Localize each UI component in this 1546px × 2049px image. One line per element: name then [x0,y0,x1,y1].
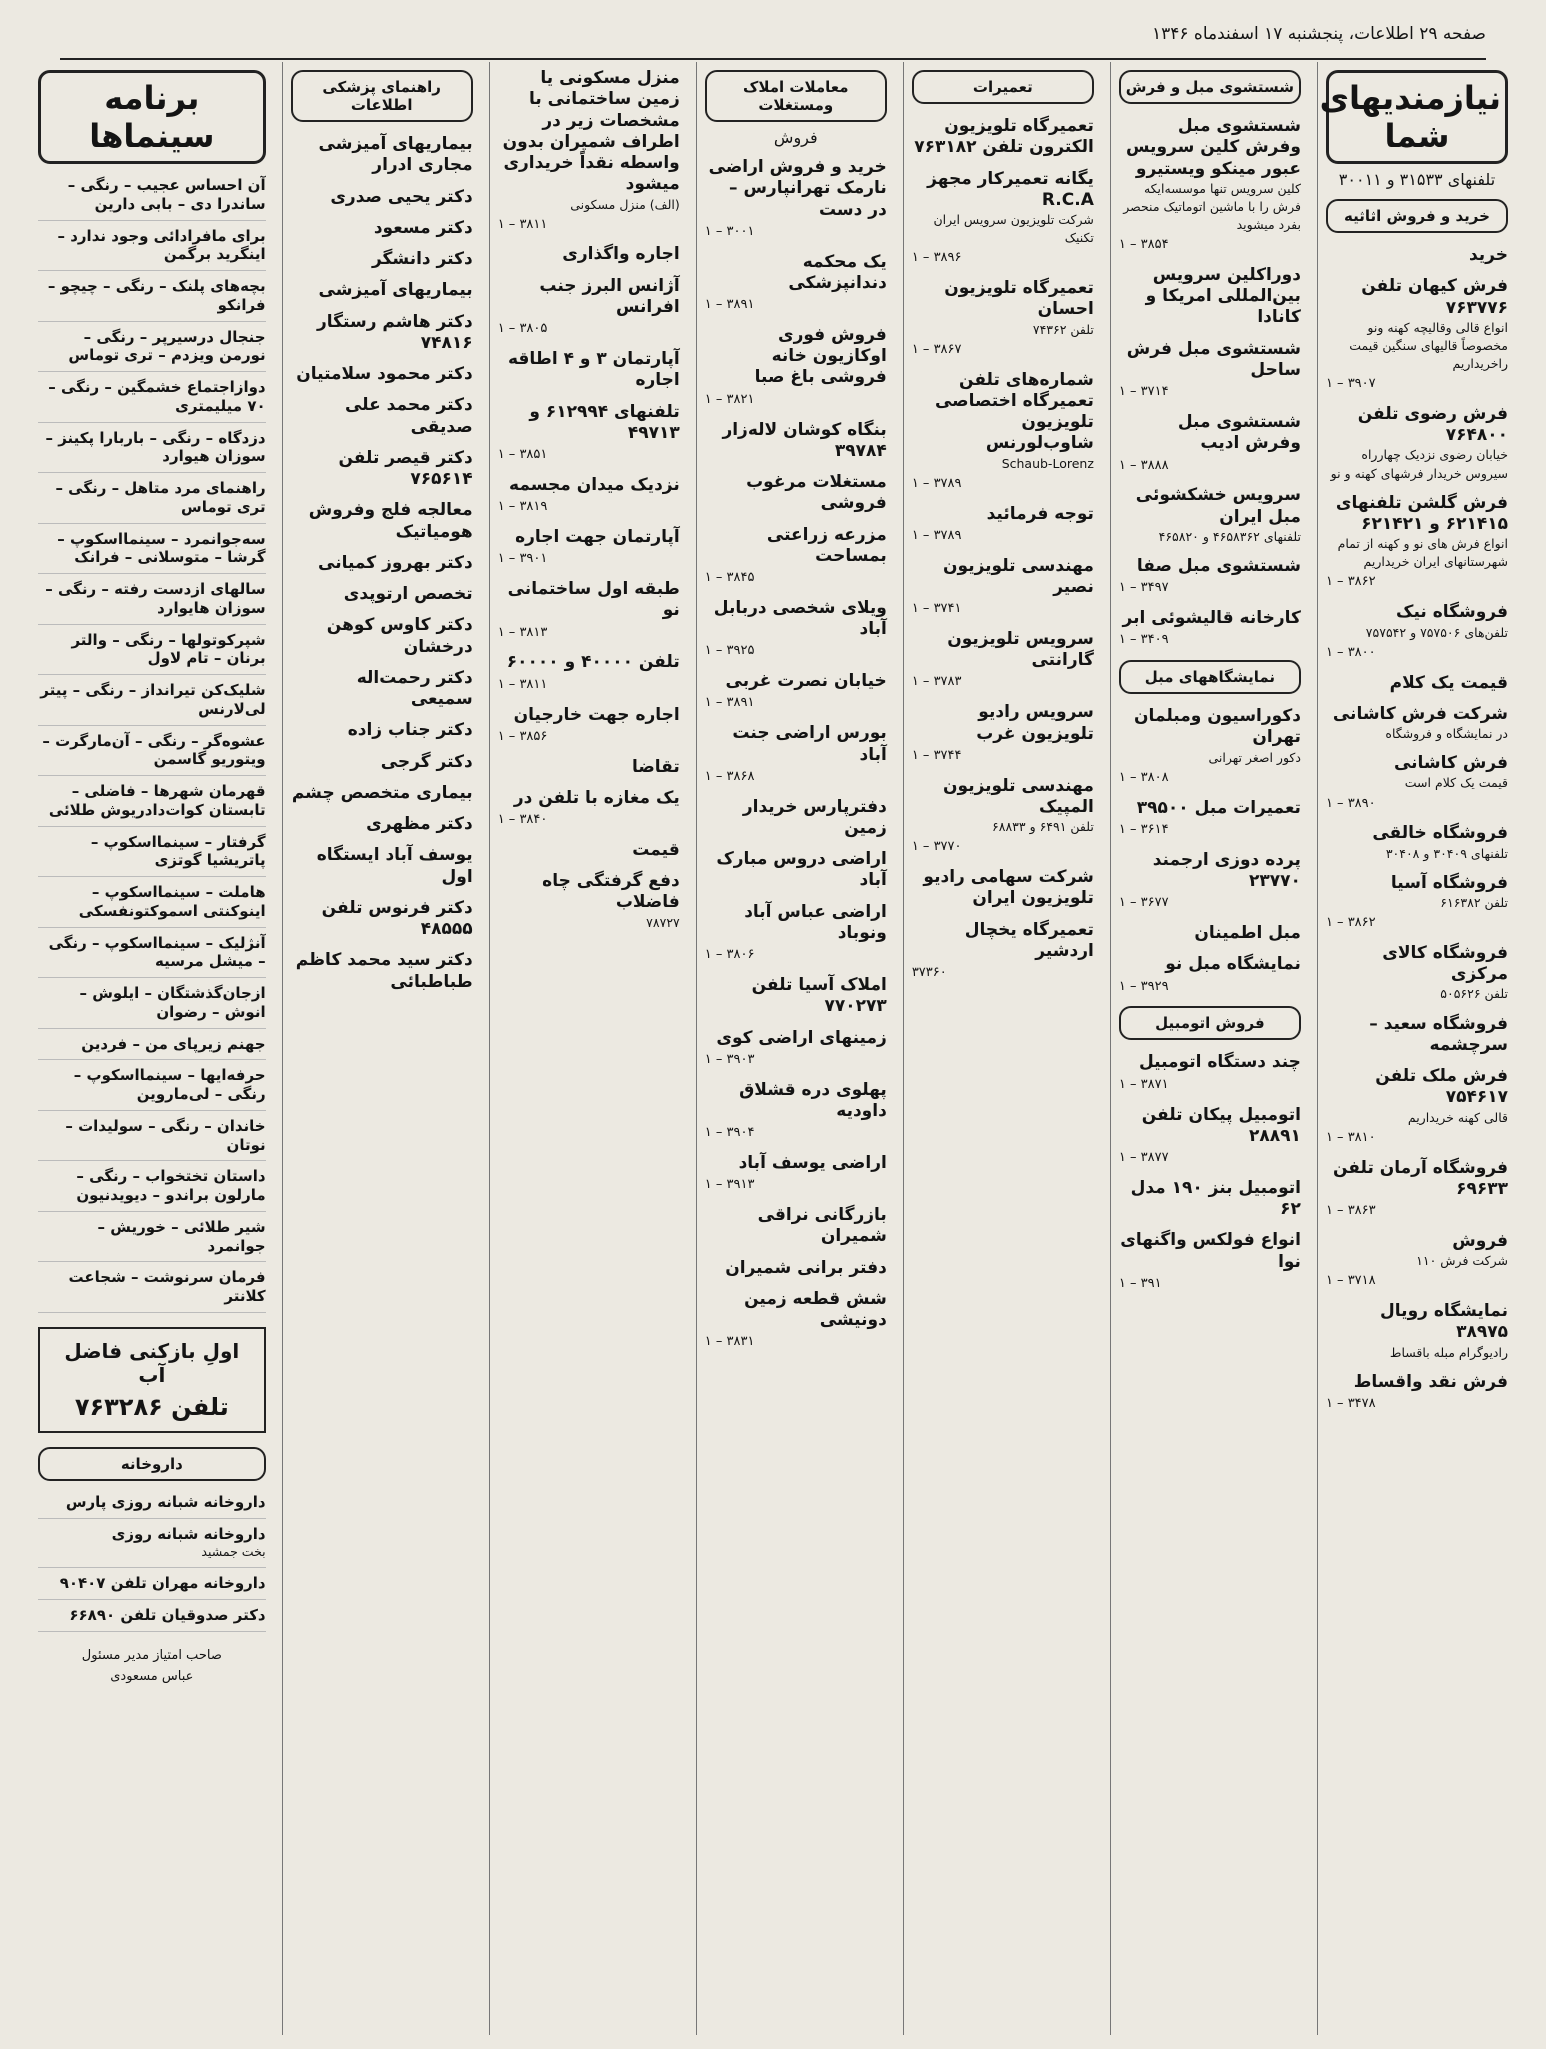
ad-item: یگانه تعمیرکار مجهز R.C.A شرکت تلویزیون سرویس ایران تکنیک ۳۸۹۶ – ۱ [911,168,1094,266]
ad-item: قیمت یک کلام [1389,672,1508,693]
column-medical [282,62,481,2035]
sewer-service-ad: اولِ بازکنی فاضل آب تلفن ۷۶۳۲۸۶ [38,1327,266,1433]
pharmacy-listing: دکتر صدوقیان تلفن ۶۶۸۹۰ [38,1606,266,1632]
ad-item: فروشگاه نیک تلفن‌های ۷۵۷۵۰۶ و ۷۵۷۵۴۲ ۳۸۰۰ – ۱ [1325,602,1508,660]
movie-listing: گرفتار – سینمااسکوپ – پاتریشیا گوتزی [38,833,266,878]
ad-item: آپارتمان ۳ و ۴ اطاقه اجاره [507,349,680,391]
ad-item: شماره‌های تلفن تعمیرگاه اختصاصی تلویزیون شاوب‌لورنس Schaub-Lorenz ۳۷۸۹ – ۱ [911,369,1094,491]
ad-item: فروشگاه سعید – سرچشمه [1369,1013,1508,1055]
ad-item: دکتر مظهری [366,814,473,834]
movie-listing: بچه‌های پلنک – رنگی – چیچو – فرانکو [38,277,266,322]
movie-listing: هاملت – سینمااسکوپ – اینوکنتی اسموکتونفسکی [38,883,266,928]
movie-listing: شیر طلائی – خوریش – جوانمرد [38,1218,266,1263]
ad-item: دکتر گرجی [380,751,473,772]
car-sale-heading: فروش اتومبیل [1119,1006,1301,1040]
ad-item: دفع گرفتگی چاه فاضلاب ۷۸۷۲۷ [542,871,680,930]
movie-listing: جنجال درسیرپر – رنگی – نورمن ویزدم – تری توماس [38,328,266,373]
ad-item: توجه فرمائید ۳۷۸۹ – ۱ [911,503,1094,543]
cinema-program-heading: برنامه سینماها [38,70,266,164]
sale-subheading: فروش [773,128,818,147]
ad-item: اتومبیل پیکان تلفن ۲۸۸۹۱ ۳۸۷۷ – ۱ [1118,1104,1301,1166]
movie-listing: شلیک‌کن تیرانداز – رنگی – پیتر لی‌لارنس [38,681,266,726]
ad-item: شستشوی مبل وفرش ادیب ۳۸۸۸ – ۱ [1118,412,1301,473]
movie-listing: حرفه‌ایها – سینمااسکوپ – رنگی – لی‌ماروین [38,1066,266,1111]
ad-item: شستشوی مبل صفا ۳۴۹۷ – ۱ [1118,556,1301,596]
ad-item: اتومبیل بنز ۱۹۰ مدل ۶۲ [1130,1177,1301,1220]
page-header [60,10,1486,60]
movie-listing: آن احساس عجیب – رنگی – ساندرا دی – بابی دارین [38,176,266,221]
ad-item: املاک آسیا تلفن ۷۷۰۲۷۳ [751,975,887,1017]
movie-listing: برای مافرادائی وجود ندارد – اینگرید برگمن [38,227,266,272]
ad-item: مهندسی تلویزیون المپیک تلفن ۶۴۹۱ و ۶۸۸۳۳ ۳۷۷۰ – ۱ [911,775,1094,855]
movie-listing: داستان تختخواب – رنگی – مارلون براندو – دیویدنیون [38,1167,266,1212]
ad-item: یک محکمه دندانپزشکی ۳۸۹۱ – ۱ [704,251,887,313]
ad-item: بنگاه کوشان لاله‌زار ۳۹۷۸۴ [722,419,887,461]
ad-item: فروش شرکت فرش ۱۱۰ ۳۷۱۸ – ۱ [1325,1230,1508,1289]
ad-item: چند دستگاه اتومبیل ۳۸۷۱ – ۱ [1118,1052,1301,1092]
column-repairs [903,62,1102,2035]
ad-item: سرویس رادیو تلویزیون غرب ۳۷۴۴ – ۱ [911,702,1094,763]
movie-listing: قهرمان شهرها – فاضلی – تابستان کوات‌دادریوش طلائی [38,782,266,827]
ad-item: شستشوی مبل فرش ساحل ۳۷۱۴ – ۱ [1118,338,1301,400]
ad-item: نمایشگاه مبل نو ۳۹۲۹ – ۱ [1118,954,1301,994]
ad-item: دکتر کاوس کوهن درخشان [326,615,473,657]
pharmacy-listing: داروخانه شبانه روزی پارس [38,1493,266,1519]
movie-listing: دزدگاه – رنگی – باربارا پکینز – سوزان هیوارد [38,429,266,474]
ad-item: دکتر سید محمد کاظم طباطبائی [295,950,473,992]
ad-item: تعمیرگاه تلویزیون احسان تلفن ۷۴۳۶۲ ۳۸۶۷ – ۱ [911,278,1094,357]
ad-item: دکتر هاشم رستگار ۷۴۸۱۶ [317,311,473,353]
medical-guide-heading: راهنمای پزشکی اطلاعات [291,70,473,122]
ad-item: مبل اطمینان [1194,923,1301,944]
column-needs [1317,62,1516,2035]
ad-item: مستغلات مرغوب فروشی [746,472,887,514]
repairs-heading: تعمیرات [912,70,1094,104]
ad-item: دفتر برانی شمیران [725,1257,887,1278]
ad-item: شستشوی مبل وفرش کلین سرویس عبور مینکو ویستیرو کلین سرویس تنها موسسه‌ایکه فرش را با ماشین اتوماتیک منحصر بفرد میشوید ۳۸۵۴ – ۱ [1118,116,1301,253]
ad-item: شرکت فرش کاشانی در نمایشگاه و فروشگاه [1332,703,1508,742]
needs-phones: تلفنهای ۳۱۵۳۳ و ۳۰۰۱۱ [1338,170,1496,189]
ad-item: دکتر بهروز کمیانی [318,552,473,573]
ad-item: یوسف آباد ایستگاه اول [316,845,473,887]
ad-item: انواع فولکس واگنهای نوا ۳۹۱ – ۱ [1118,1230,1301,1291]
cleaning-heading: شستشوی مبل و فرش [1119,70,1301,104]
ad-item: دکتر فرنوس تلفن ۴۸۵۵۵ [321,897,473,939]
ad-item: دکوراسیون ومبلمان تهران دکور اصغر تهرانی ۳۸۰۸ – ۱ [1118,706,1301,785]
movie-listing: فرمان سرنوشت – شجاعت کلانتر [38,1268,266,1313]
column-cinema [30,62,274,2035]
furniture-trade-heading: خرید و فروش اثاثیه [1326,199,1508,233]
ad-item: بیماری متخصص چشم [291,782,473,803]
ad-item: فرش کیهان تلفن ۷۶۳۷۷۶ انواع قالی وقالیچه کهنه ونو مخصوصاً قالیهای سنگین قیمت راخریداریم ۳۹۰۷ – ۱ [1325,276,1508,392]
column-cleaning-cars [1110,62,1309,2035]
movie-listing: راهنمای مرد متاهل – رنگی – تری توماس [38,479,266,524]
ad-item: آژانس البرز جنب افرانس ۳۸۰۵ – ۱ [497,275,680,337]
ad-item: فرش رضوی تلفن ۷۶۴۸۰۰ خیابان رضوی نزدیک چهارراه سیروس خریدار فرشهای کهنه و نو [1330,403,1508,481]
ad-item: دکتر قیصر تلفن ۷۶۵۶۱۴ [338,447,473,489]
ad-item: کارخانه قالیشوئی ابر ۳۴۰۹ – ۱ [1118,608,1301,648]
ad-item: نزدیک میدان مجسمه ۳۸۱۹ – ۱ [497,474,680,515]
column-real-estate [696,62,895,2035]
ad-item: فرش گلشن تلفنهای ۶۲۱۴۱۵ و ۶۲۱۴۲۱ انواع فرش های نو و کهنه از تمام شهرستانهای ایران خریداریم ۳۸۶۲ – ۱ [1325,492,1508,590]
ad-item: تقاضا [631,756,680,777]
ad-item: تعمیرگاه تلویزیون الکترون تلفن ۷۶۳۱۸۲ [914,116,1094,158]
ad-item: پهلوی دره قشلاق داودیه ۳۹۰۴ – ۱ [704,1079,887,1141]
ad-item: آپارتمان جهت اجاره ۳۹۰۱ – ۱ [497,527,680,567]
ad-item: دکتر جناب زاده [347,720,473,741]
ad-item: سرویس تلویزیون گارانتی ۳۷۸۳ – ۱ [911,628,1094,690]
ad-item: دفترپارس خریدار زمین [742,796,887,838]
ad-item: پرده دوزی ارجمند ۲۳۷۷۰ ۳۶۷۷ – ۱ [1118,849,1301,911]
ad-item: بازرگانی نراقی شمیران [757,1205,887,1247]
ad-item: ویلای شخصی دربابل آباد ۳۹۲۵ – ۱ [704,597,887,659]
pharmacy-listing: داروخانه شبانه روزی بخت جمشید [38,1525,266,1569]
ad-item: اجاره واگذاری [562,244,680,265]
columns [30,62,1516,2035]
ad-item: بورس اراضی جنت آباد ۳۸۶۸ – ۱ [704,723,887,784]
movie-listing: خاندان – رنگی – سولیدات – نوتان [38,1117,266,1162]
movie-listing: جهنم زیرپای من – فردین [38,1035,266,1061]
ad-item: طبقه اول ساختمانی نو ۳۸۱۳ – ۱ [497,579,680,640]
ad-item: خیابان نصرت غربی ۳۸۹۱ – ۱ [704,671,887,711]
real-estate-heading: معاملات املاک ومستغلات [705,70,887,122]
ad-item: دوراکلین سرویس بین‌المللی امریکا و کانادا [1145,264,1301,328]
movie-listing: سالهای ازدست رفته – رنگی – سوزان هایوارد [38,580,266,625]
needs-title: نیازمندیهای شما [1326,70,1508,164]
ad-item: یک مغازه با تلفن در ۳۸۴۰ – ۱ [497,787,680,828]
ad-item: دکتر یحیی صدری [330,186,473,207]
movie-listing: شپرکوتولها – رنگی – والتر برنان – تام لاول [38,631,266,676]
ad-item: بیماریهای آمیزشی مجاری ادرار [318,134,473,176]
ad-item: اراضی دروس مبارک آباد [716,849,887,891]
ad-item: دکتر محمود سلامتیان [296,364,473,384]
ad-item: مزرعه زراعتی بمساحت ۳۸۴۵ – ۱ [704,524,887,586]
movie-listing: دوازاجتماع خشمگین – رنگی – ۷۰ میلیمتری [38,378,266,423]
ad-item: شرکت سهامی رادیو تلویزیون ایران [923,867,1094,909]
pharmacy-heading: داروخانه [38,1447,266,1481]
ad-item: سرویس خشکشوئی مبل ایران تلفنهای ۴۶۵۸۳۶۲ و ۴۶۵۸۲۰ [1135,485,1301,544]
ad-item: شش قطعه زمین دونیشی ۳۸۳۱ – ۱ [704,1288,887,1350]
pharmacy-listing: داروخانه مهران تلفن ۹۰۴۰۷ [38,1574,266,1600]
ad-item: معالجه فلج وفروش هومیاتیک [308,500,473,542]
ad-item: تعمیرگاه یخچال اردشیر ۳۷۳۶۰ [911,919,1094,981]
ad-item: خرید [1468,245,1508,265]
ad-item: فروشگاه آسیا تلفن ۶۱۶۳۸۲ ۳۸۶۲ – ۱ [1325,872,1508,931]
furniture-showroom-heading: نمایشگاههای مبل [1119,660,1301,694]
ad-item: قیمت [632,839,680,860]
ad-item: اراضی یوسف آباد ۳۹۱۳ – ۱ [704,1152,887,1193]
ad-item: تلفن ۴۰۰۰۰ و ۶۰۰۰۰ ۳۸۱۱ – ۱ [497,652,680,692]
ad-item: دکتر مسعود [373,217,473,238]
ad-item: بیماریهای آمیزشی [318,280,473,301]
movie-listing: سه‌جوانمرد – سینمااسکوپ – گرشا – متوسلانی – فرانک [38,530,266,575]
ad-item: نمایشگاه رویال ۳۸۹۷۵ رادیوگرام مبله باقساط [1380,1301,1508,1360]
ad-item: زمینهای اراضی کوی ۳۹۰۳ – ۱ [704,1027,887,1067]
ad-item: تعمیرات مبل ۳۹۵۰۰ ۳۶۱۴ – ۱ [1118,797,1301,837]
ad-item: فرش نقد واقساط ۳۴۷۸ – ۱ [1325,1371,1508,1411]
movie-listing: ازجان‌گذشتگان – ایلوش – انوش – رضوان [38,984,266,1029]
ad-item: خرید و فروش اراضی نارمک تهرانپارس – در دست ۳۰۰۱ – ۱ [704,157,887,239]
publisher-note: صاحب امتیاز مدیر مسئول عباس مسعودی [81,1647,222,1684]
ad-item: فروشگاه آرمان تلفن ۶۹۶۳۳ ۳۸۶۳ – ۱ [1325,1157,1508,1219]
ad-item: دکتر رحمت‌اله سمیعی [356,667,473,709]
ad-item: منزل مسکونی یا زمین ساختمانی با مشخصات زیر در اطراف شمیران بدون واسطه نقداً خریداری میشود (الف) منزل مسکونی ۳۸۱۱ – ۱ [497,68,680,232]
ad-item: اراضی عباس آباد ونوباد ۳۸۰۶ – ۱ [704,901,887,963]
ad-item: دکتر محمد علی صدیقی [344,395,473,437]
ad-item: فروش فوری اوکازیون خانه فروشی باغ صبا ۳۸۲۱ – ۱ [704,324,887,407]
movie-listing: عشوه‌گر – رنگی – آن‌مارگرت – ویتوریو گاسمن [38,732,266,777]
ad-item: مهندسی تلویزیون نصیر ۳۷۴۱ – ۱ [911,555,1094,617]
ad-item: تلفنهای ۶۱۲۹۹۴ و ۴۹۷۱۳ ۳۸۵۱ – ۱ [497,401,680,463]
ad-item: اجاره جهت خارجیان ۳۸۵۶ – ۱ [497,704,680,744]
column-rentals [489,62,688,2035]
ad-item: تخصص ارتوپدی [343,584,473,604]
ad-item: فرش ملک تلفن ۷۵۴۶۱۷ قالی کهنه خریداریم ۳۸۱۰ – ۱ [1325,1066,1508,1145]
ad-item: فرش کاشانی قیمت یک کلام است ۳۸۹۰ – ۱ [1325,753,1508,811]
ad-item: دکتر دانشگر [371,249,473,269]
ad-item: فروشگاه خالقی تلفنهای ۳۰۴۰۹ و ۳۰۴۰۸ [1372,823,1508,861]
ad-item: فروشگاه کالای مرکزی تلفن ۵۰۵۶۲۶ [1382,942,1508,1002]
movie-listing: آنژلیک – سینمااسکوپ – رنگی – میشل مرسیه [38,934,266,979]
header-date-line: صفحه ۲۹ اطلاعات، پنجشنبه ۱۷ اسفندماه ۱۳۴۶ [1151,24,1486,44]
